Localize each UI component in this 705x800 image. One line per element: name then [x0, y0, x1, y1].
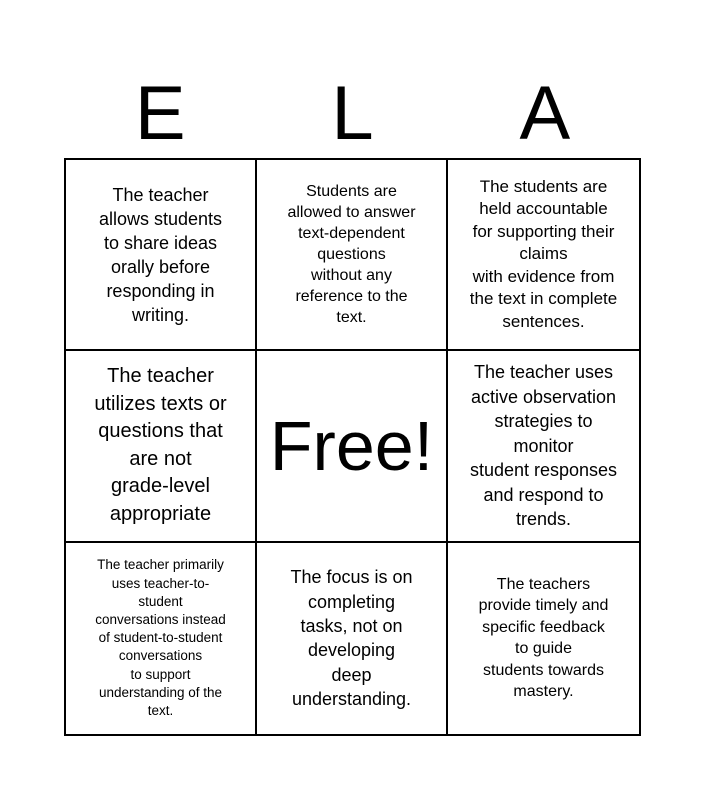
cell-text: The teachers provide timely and specific feedback to guide students towards mastery. [478, 575, 609, 701]
bingo-cell-free[interactable] [257, 351, 448, 542]
header-letter-e: E [134, 71, 186, 156]
bingo-cell-r2c3[interactable] [448, 351, 639, 542]
bingo-cell-r3c3[interactable] [448, 543, 639, 734]
cell-text: The focus is on completing tasks, not on developing deep understanding. [290, 567, 413, 709]
header-letter-l: L [331, 71, 374, 156]
cell-text: The teacher utilizes texts or questions that are not grade-level appropriate [94, 365, 227, 525]
bingo-header [64, 70, 641, 158]
bingo-board [64, 158, 641, 736]
bingo-cell-r3c2[interactable] [257, 543, 448, 734]
bingo-cell-r1c2[interactable] [257, 160, 448, 351]
cell-text: The teacher uses active observation strategies to monitor student responses and respond to trends. [469, 362, 618, 530]
bingo-cell-r1c1[interactable] [66, 160, 257, 351]
bingo-cell-r3c1[interactable] [66, 543, 257, 734]
cell-text: The students are held accountable for supporting their claims with evidence from the text in complete sentences. [469, 176, 618, 331]
cell-text: The teacher allows students to share ideas orally before responding in writing. [98, 184, 223, 325]
cell-text: The teacher primarily uses teacher-to- student conversations instead of student-to-student conversations to support understanding of the text. [95, 557, 226, 719]
header-letter-a: A [519, 71, 571, 156]
bingo-cell-r1c3[interactable] [448, 160, 639, 351]
cell-text: Students are allowed to answer text-dependent questions without any reference to the text. [287, 183, 416, 327]
bingo-cell-r2c1[interactable] [66, 351, 257, 542]
free-space-label: Free! [269, 406, 434, 485]
